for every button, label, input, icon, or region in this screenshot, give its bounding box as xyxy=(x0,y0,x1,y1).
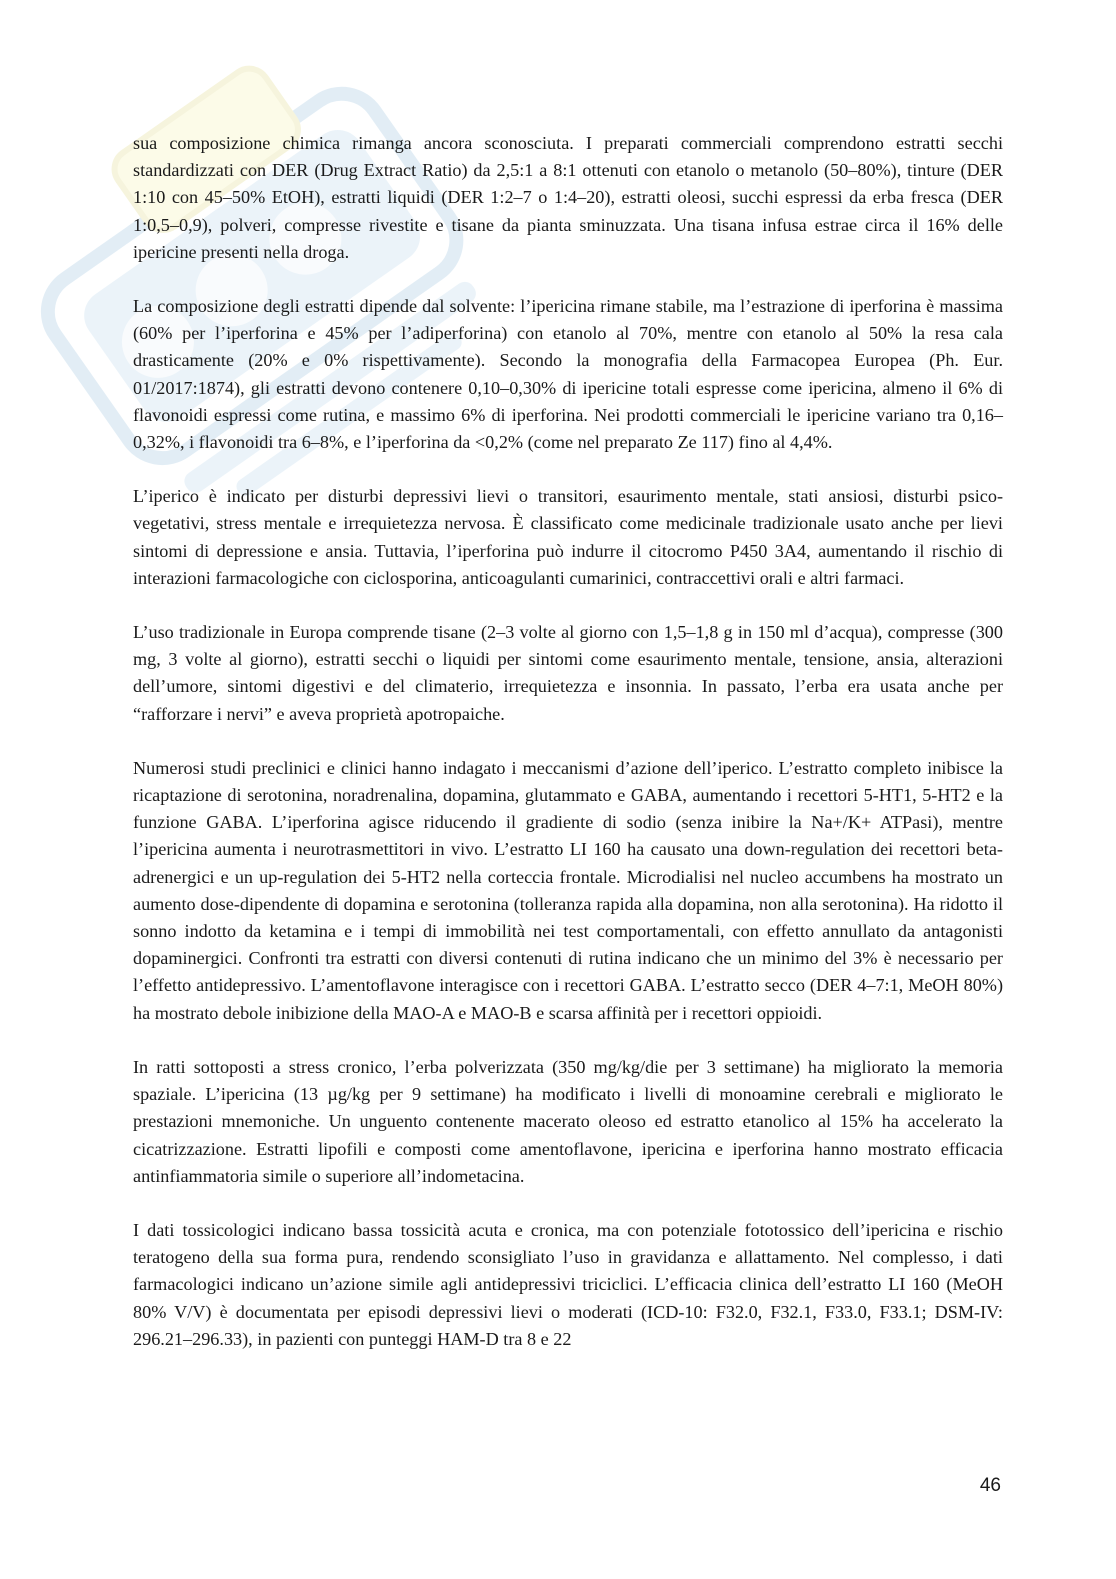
page-number: 46 xyxy=(979,1475,1001,1496)
paragraph: I dati tossicologici indicano bassa tossicità acuta e cronica, ma con potenziale fototossico dell’ipericina e rischio teratogeno della sua forma pura, rendendo sconsigliato l’uso in gravidanza e allattamento. Nel complesso, i dati farmacologici indicano un’azione simile agli antidepressivi triciclici. L’efficacia clinica dell’estratto LI 160 (MeOH 80% V/V) è documentata per episodi depressivi lievi o moderati (ICD-10: F32.0, F32.1, F33.0, F33.1; DSM-IV: 296.21–296.33), in pazienti con punteggi HAM-D tra 8 e 22 xyxy=(133,1219,1003,1349)
paragraph: sua composizione chimica rimanga ancora sconosciuta. I preparati commerciali comprendono estratti secchi standardizzati con DER (Drug Extract Ratio) da 2,5:1 a 8:1 ottenuti con etanolo o metanolo (50–80%), tinture (DER 1:10 con 45–50% EtOH), estratti liquidi (DER 1:2–7 o 1:4–20), estratti oleosi, succhi espressi da erba fresca (DER 1:0,5–0,9), polveri, compresse rivestite e tisane da pianta sminuzzata. Una tisana infusa estrae circa il 16% delle ipericine presenti nella droga. xyxy=(133,133,1003,262)
paragraph: La composizione degli estratti dipende dal solvente: l’ipericina rimane stabile, ma l’estrazione di iperforina è massima (60% per l’iperforina e 45% per l’adiperforina) con etanolo al 70%, mentre con etanolo al 50% la resa cala drasticamente (20% e 0% rispettivamente). Secondo la monografia della Farmacopea Europea (Ph. Eur. 01/2017:1874), gli estratti devono contenere 0,10–0,30% di ipericine totali espresse come ipericina, almeno il 6% di flavonoidi espressi come rutina, e massimo 6% di iperforina. Nei prodotti commerciali le ipericine variano tra 0,16–0,32%, i flavonoidi tra 6–8%, e l’iperforina da <0,2% (come nel preparato Ze 117) fino al 4,4%. xyxy=(133,296,1003,453)
paragraph: L’iperico è indicato per disturbi depressivi lievi o transitori, esaurimento mentale, stati ansiosi, disturbi psico-vegetativi, stress mentale e irrequietezza nervosa. È classificato come medicinale tradizionale usato anche per lievi sintomi di depressione e ansia. Tuttavia, l’iperforina può indurre il citocromo P450 3A4, aumentando il rischio di interazioni farmacologiche con ciclosporina, anticoagulanti cumarinici, contraccettivi orali e altri farmaci. xyxy=(133,486,1003,588)
paragraph: L’uso tradizionale in Europa comprende tisane (2–3 volte al giorno con 1,5–1,8 g in 150 ml d’acqua), compresse (300 mg, 3 volte al giorno), estratti secchi o liquidi per sintomi come esaurimento mentale, tensione, ansia, alterazioni dell’umore, sintomi digestivi e del climaterio, irrequietezza e insonnia. In passato, l’erba era usata anche per “rafforzare i nervi” e aveva proprietà apotropaiche. xyxy=(133,622,1003,724)
document-body xyxy=(133,130,1003,1380)
paragraph: Numerosi studi preclinici e clinici hanno indagato i meccanismi d’azione dell’iperico. L’estratto completo inibisce la ricaptazione di serotonina, noradrenalina, dopamina, glutammato e GABA, aumentando i recettori 5-HT1, 5-HT2 e la funzione GABA. L’iperforina agisce riducendo il gradiente di sodio (senza inibire la Na+/K+ ATPasi), mentre l’ipericina aumenta i neurotrasmettitori in vivo. L’estratto LI 160 ha causato una down-regulation dei recettori beta-adrenergici e un up-regulation dei 5-HT2 nella corteccia frontale. Microdialisi nel nucleo accumbens ha mostrato un aumento dose-dipendente di dopamina e serotonina (tolleranza rapida alla dopamina, non alla serotonina). Ha ridotto il sonno indotto da ketamina e i tempi di immobilità nei test comportamentali, con effetto annullato da antagonisti dopaminergici. Confronti tra estratti con diversi contenuti di rutina indicano che un minimo del 3% è necessario per l’effetto antidepressivo. L’amentoflavone interagisce con i recettori GABA. L’estratto secco (DER 4–7:1, MeOH 80%) ha mostrato debole inibizione della MAO-A e MAO-B e scarsa affinità per i recettori oppioidi. xyxy=(133,757,1003,1023)
paragraph: In ratti sottoposti a stress cronico, l’erba polverizzata (350 mg/kg/die per 3 settimane) ha migliorato la memoria spaziale. L’ipericina (13 µg/kg per 9 settimane) ha modificato i livelli di monoamine cerebrali e migliorato le prestazioni mnemoniche. Un unguento contenente macerato oleoso ed estratto etanolico al 15% ha accelerato la cicatrizzazione. Estratti lipofili e composti come amentoflavone, ipericina e iperforina hanno mostrato efficacia antinfiammatoria simile o superiore all’indometacina. xyxy=(133,1056,1003,1186)
